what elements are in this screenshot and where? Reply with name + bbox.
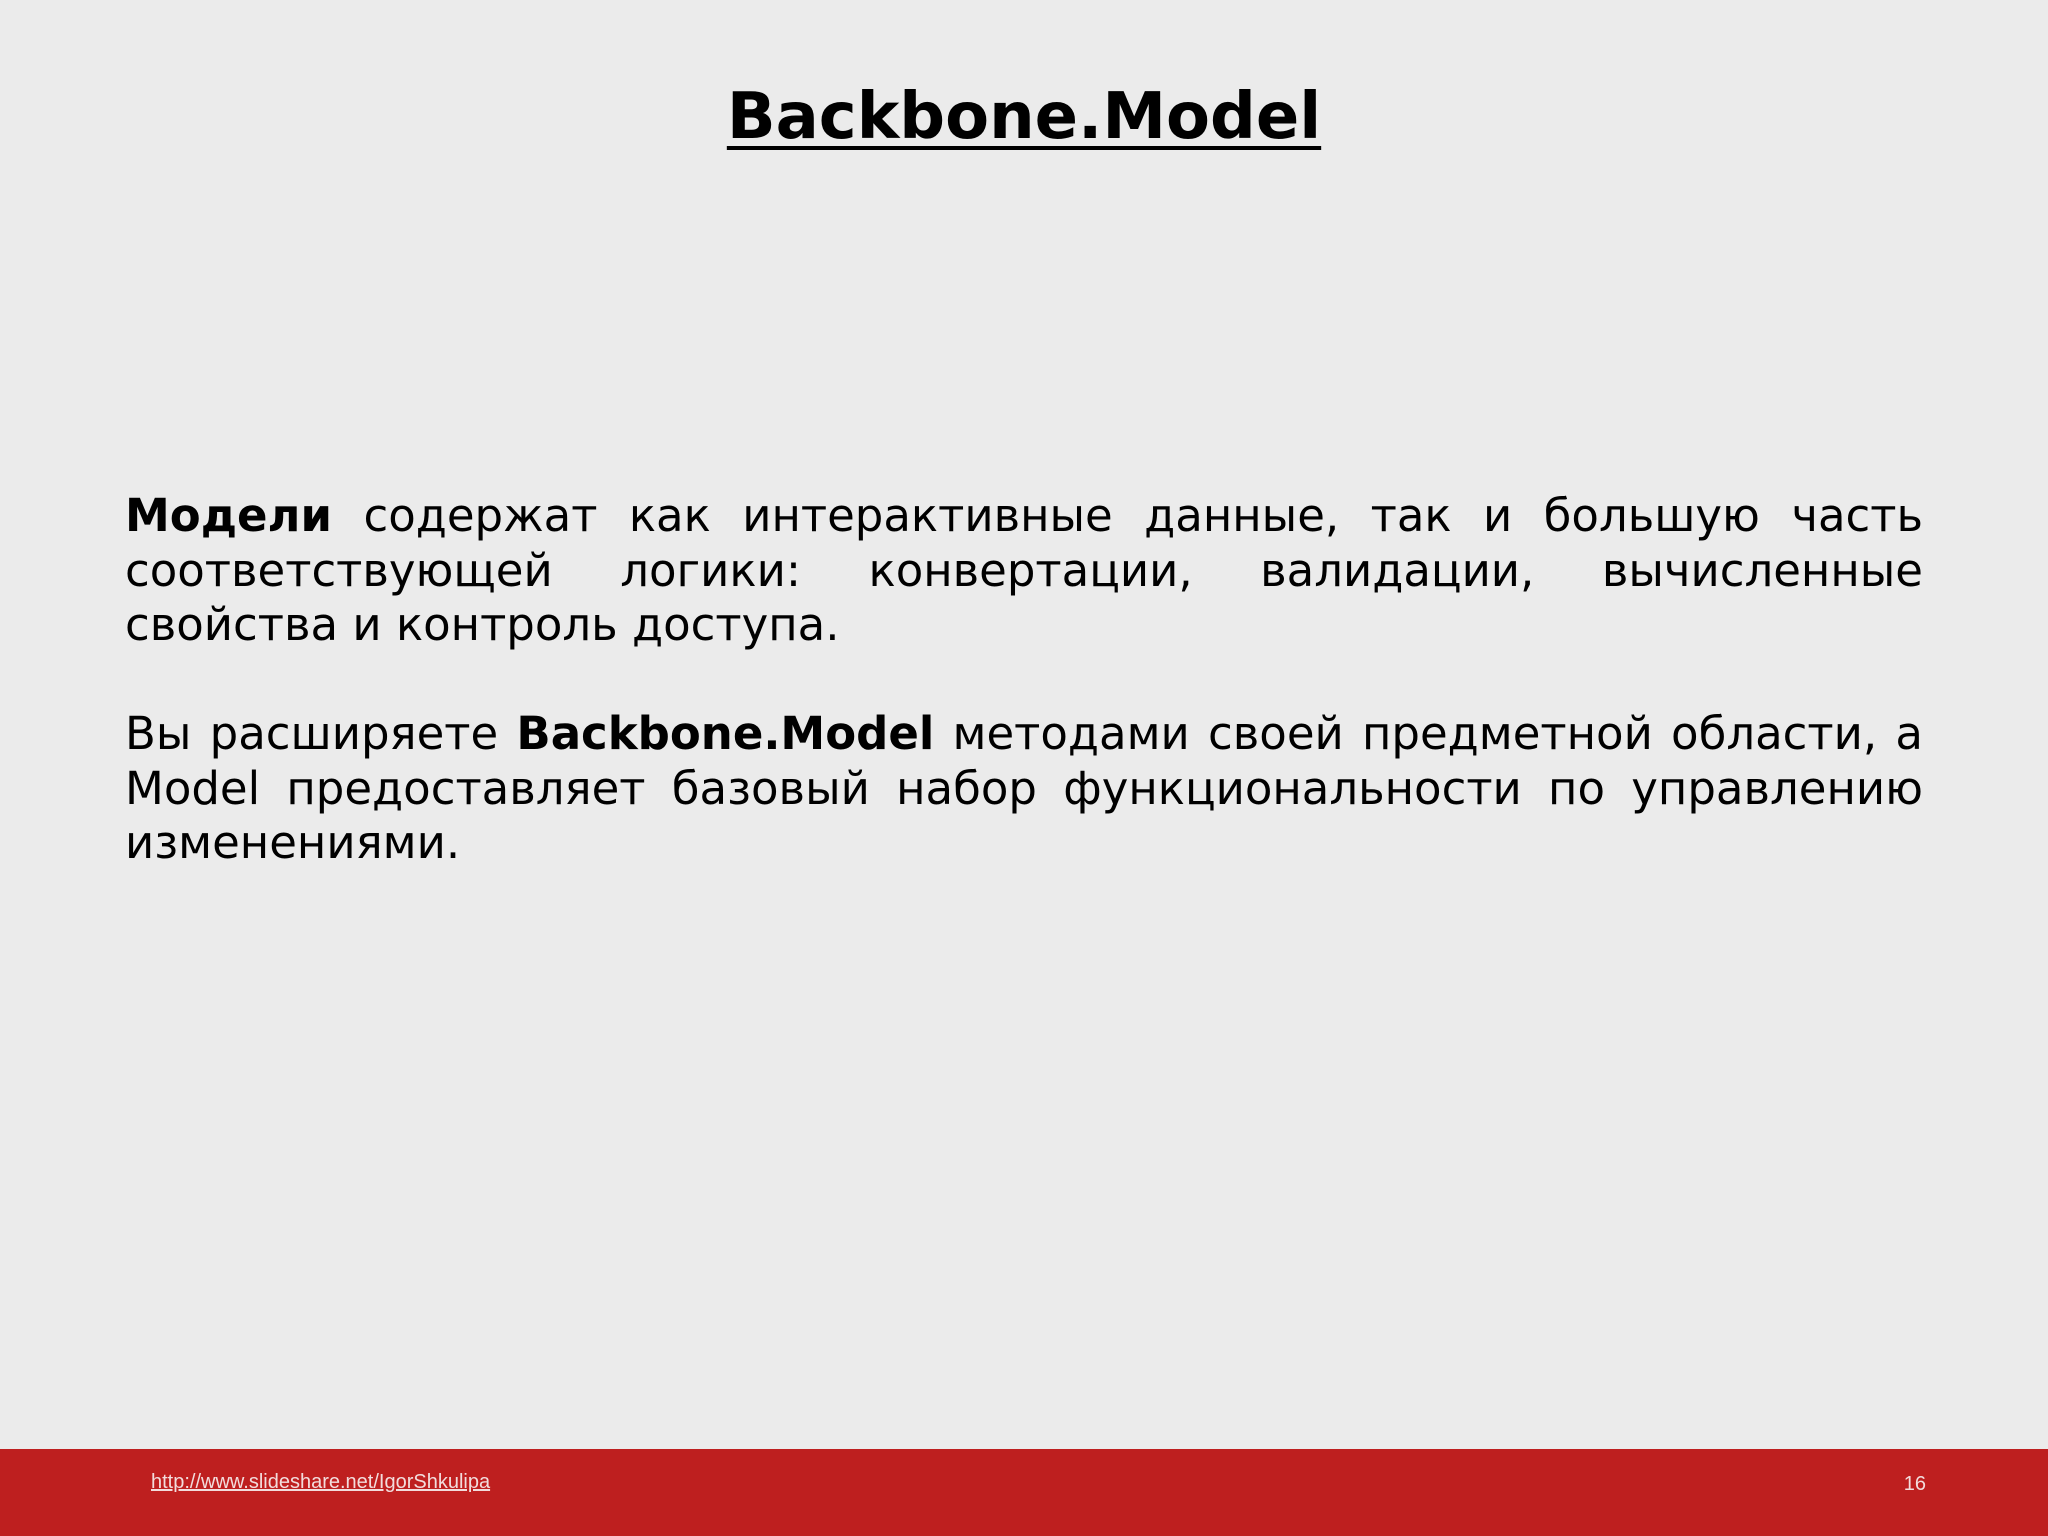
paragraph-models <box>125 489 1923 653</box>
footer-link[interactable]: http://www.slideshare.net/IgorShkulipa <box>151 1471 491 1493</box>
paragraph-models-bold: Модели <box>125 489 333 542</box>
slide-body <box>125 489 1923 871</box>
slide-title <box>0 72 2048 162</box>
paragraph-extend-after: методами своей предметной области, а Model предоставляет базовый набор функциональности по управлению изменениями. <box>125 707 1923 869</box>
footer-bar <box>0 1449 2048 1536</box>
paragraph-extend-bold: Backbone.Model <box>516 707 935 760</box>
paragraph-extend-before: Вы расширяете <box>125 707 517 760</box>
page-number: 16 <box>1903 1473 1926 1495</box>
paragraph-extend <box>125 707 1923 871</box>
slide-title-text: Backbone.Model <box>726 80 1322 154</box>
paragraph-models-text: содержат как интерактивные данные, так и большую часть соответствующей логики: конвертации, валидации, вычисленные свойства и контроль доступа. <box>125 489 1923 651</box>
